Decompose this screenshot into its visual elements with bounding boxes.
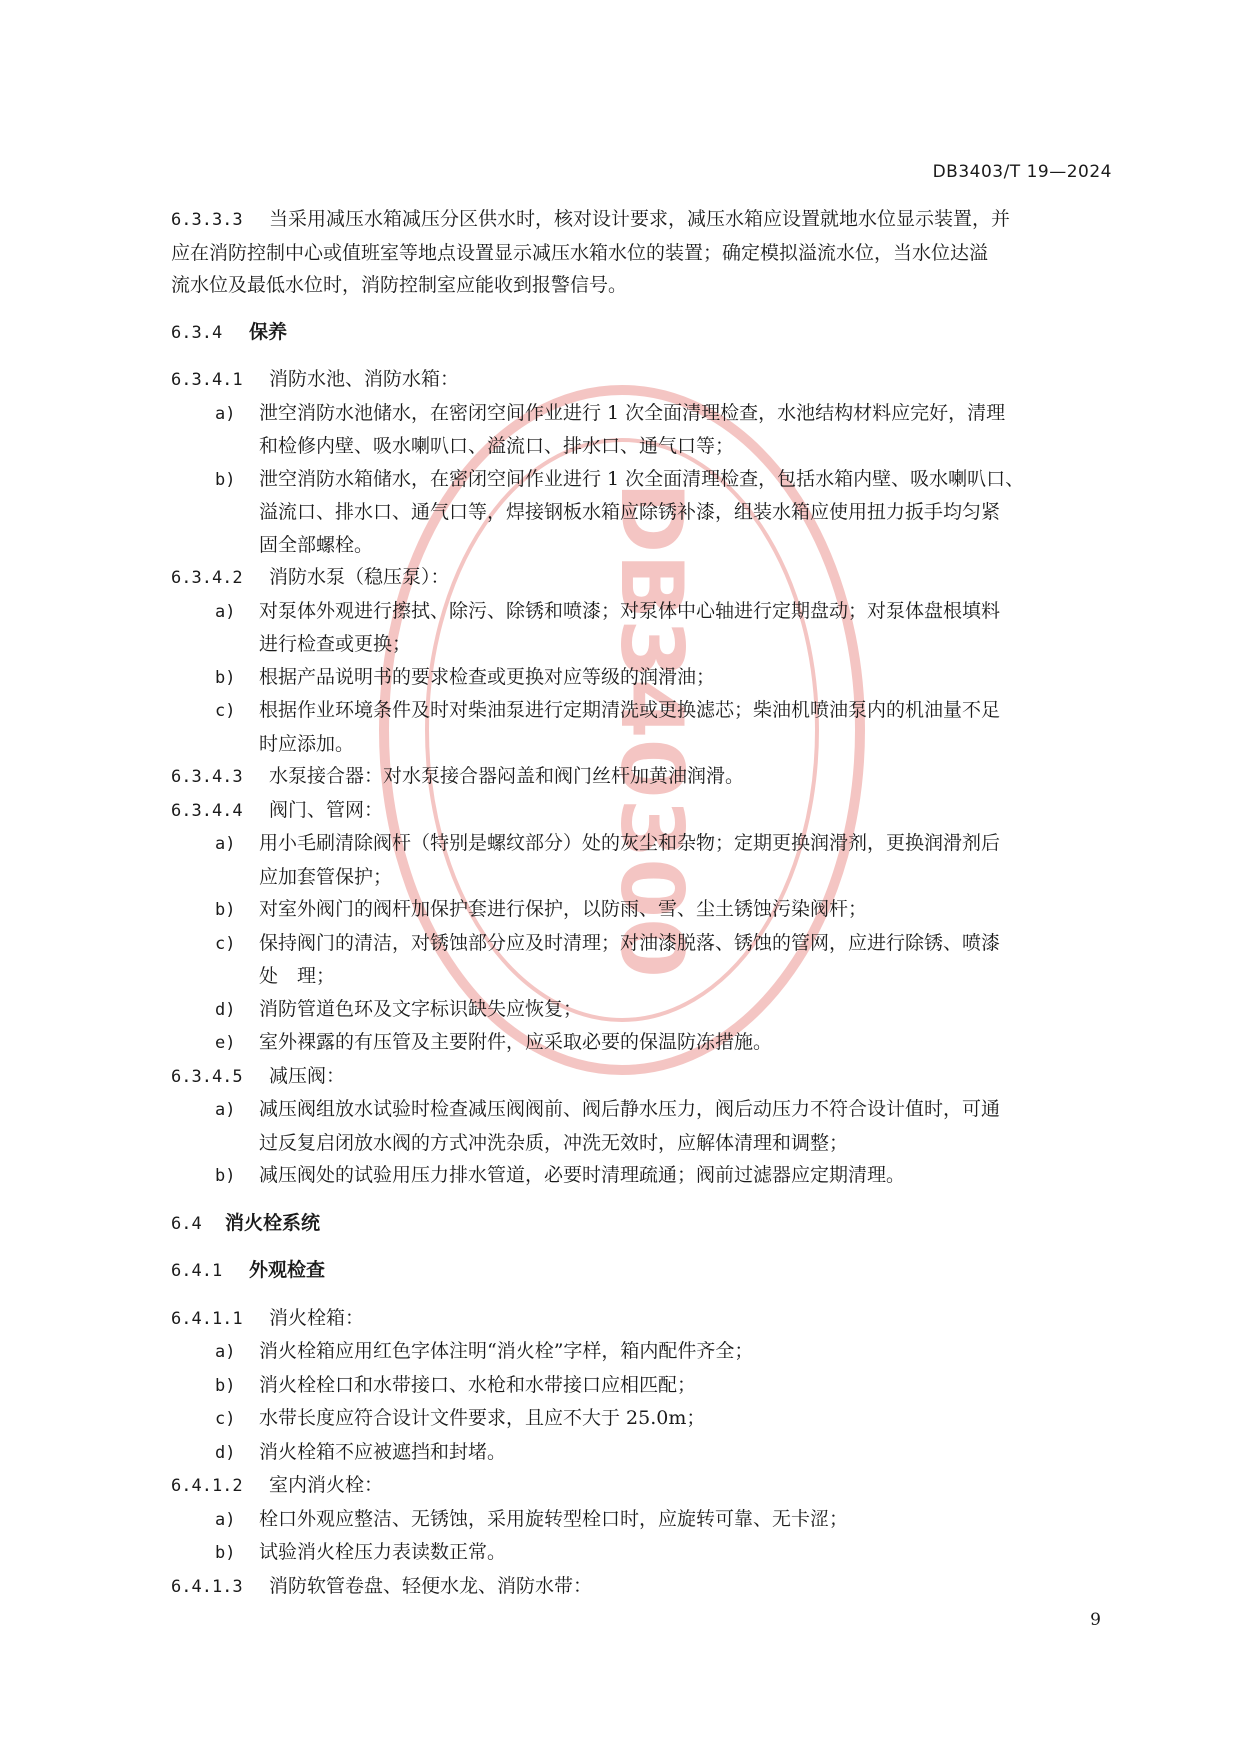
clause-6-3-3-3-line-2: 应在消防控制中心或值班室等地点设置显示减压水箱水位的装置；确定模拟溢流水位，当水位达溢 <box>171 241 989 264</box>
list-item-c: c) 根据作业环境条件及时对柴油泵进行定期清洗或更换滤芯；柴油机喷油泵内的机油量不足 <box>215 699 1001 721</box>
list-item-b-cont-2: 固全部螺栓。 <box>259 533 374 556</box>
list-item-b: b) 泄空消防水箱储水，在密闭空间作业进行 1 次全面清理检查，包括水箱内壁、吸水喇叭口、 <box>215 467 1025 490</box>
clause-number: 6.3.3.3 <box>171 210 243 230</box>
document-body <box>171 203 1129 1603</box>
section-6-3-4-heading: 6.3.4 保养 <box>171 320 288 343</box>
list-item-a: a) 消火栓箱应用红色字体注明“消火栓”字样，箱内配件齐全； <box>215 1340 754 1362</box>
list-item-b: b) 对室外阀门的阀杆加保护套进行保护，以防雨、雪、尘土锈蚀污染阀杆； <box>215 898 868 920</box>
clause-6-3-4-3: 6.3.4.3 水泵接合器：对水泵接合器闷盖和阀门丝杆加黄油润滑。 <box>171 765 745 787</box>
list-item-a-cont: 过反复启闭放水阀的方式冲洗杂质，冲洗无效时，应解体清理和调整； <box>259 1131 849 1154</box>
list-item-a: a) 泄空消防水池储水，在密闭空间作业进行 1 次全面清理检查，水池结构材料应完好，清理 <box>215 401 1006 424</box>
list-item-e: e) 室外裸露的有压管及主要附件，应采取必要的保温防冻措施。 <box>215 1031 773 1053</box>
list-item-c-cont: 处 理； <box>259 965 336 987</box>
list-item-b: b) 减压阀处的试验用压力排水管道，必要时清理疏通；阀前过滤器应定期清理。 <box>215 1164 906 1186</box>
section-6-4-heading: 6.4 消火栓系统 <box>171 1211 321 1234</box>
list-item-a-cont: 和检修内壁、吸水喇叭口、溢流口、排水口、通气口等； <box>259 435 735 457</box>
document-code: DB3403/T 19—2024 <box>932 162 1112 182</box>
list-item-b: b) 根据产品说明书的要求检查或更换对应等级的润滑油； <box>215 665 716 688</box>
list-item-a-cont: 进行检查或更换； <box>259 633 412 655</box>
clause-6-3-4-4: 6.3.4.4 阀门、管网： <box>171 798 384 821</box>
list-item-a: a) 对泵体外观进行擦拭、除污、除锈和喷漆；对泵体中心轴进行定期盘动；对泵体盘根填料 <box>215 599 1001 622</box>
list-item-c: c) 保持阀门的清洁，对锈蚀部分应及时清理；对油漆脱落、锈蚀的管网，应进行除锈、喷漆 <box>215 931 1001 954</box>
clause-6-4-1-3: 6.4.1.3 消防软管卷盘、轻便水龙、消防水带： <box>171 1574 593 1597</box>
list-item-c: c) 水带长度应符合设计文件要求，且应不大于 25.0m； <box>215 1407 706 1429</box>
list-item-a: a) 栓口外观应整洁、无锈蚀，采用旋转型栓口时，应旋转可靠、无卡涩； <box>215 1507 849 1530</box>
list-item-a: a) 用小毛刷清除阀杆（特别是螺纹部分）处的灰尘和杂物；定期更换润滑剂，更换润滑剂后 <box>215 832 1001 854</box>
list-item-d: d) 消火栓箱不应被遮挡和封堵。 <box>215 1440 507 1463</box>
list-item-a-cont: 应加套管保护； <box>259 865 393 888</box>
clause-6-3-4-5: 6.3.4.5 减压阀： <box>171 1064 346 1087</box>
clause-6-3-3-3-line-3: 流水位及最低水位时，消防控制室应能收到报警信号。 <box>171 274 628 296</box>
list-item-d: d) 消防管道色环及文字标识缺失应恢复； <box>215 997 583 1020</box>
list-item-b-cont: 溢流口、排水口、通气口等，焊接钢板水箱应除锈补漆，组装水箱应使用扭力扳手均匀紧 <box>259 501 1001 523</box>
clause-6-3-3-3-line-1: 6.3.3.3 当采用减压水箱减压分区供水时，核对设计要求，减压水箱应设置就地水位显示装置，并 <box>171 203 1129 237</box>
page-number: 9 <box>1090 1610 1101 1630</box>
list-item-b: b) 试验消火栓压力表读数正常。 <box>215 1541 507 1563</box>
stamp-code-text: DB340300 <box>601 482 701 978</box>
section-6-4-1-heading: 6.4.1 外观检查 <box>171 1259 326 1281</box>
clause-6-3-4-1: 6.3.4.1 消防水池、消防水箱： <box>171 368 460 390</box>
list-item-c-cont: 时应添加。 <box>259 732 355 755</box>
clause-6-4-1-1: 6.4.1.1 消火栓箱： <box>171 1306 365 1329</box>
clause-6-3-4-2: 6.3.4.2 消防水泵（稳压泵）： <box>171 566 450 588</box>
list-item-b: b) 消火栓栓口和水带接口、水枪和水带接口应相匹配； <box>215 1373 697 1396</box>
list-item-a: a) 减压阀组放水试验时检查减压阀阀前、阀后静水压力，阀后动压力不符合设计值时，可通 <box>215 1098 1001 1120</box>
clause-6-4-1-2: 6.4.1.2 室内消火栓： <box>171 1474 384 1496</box>
